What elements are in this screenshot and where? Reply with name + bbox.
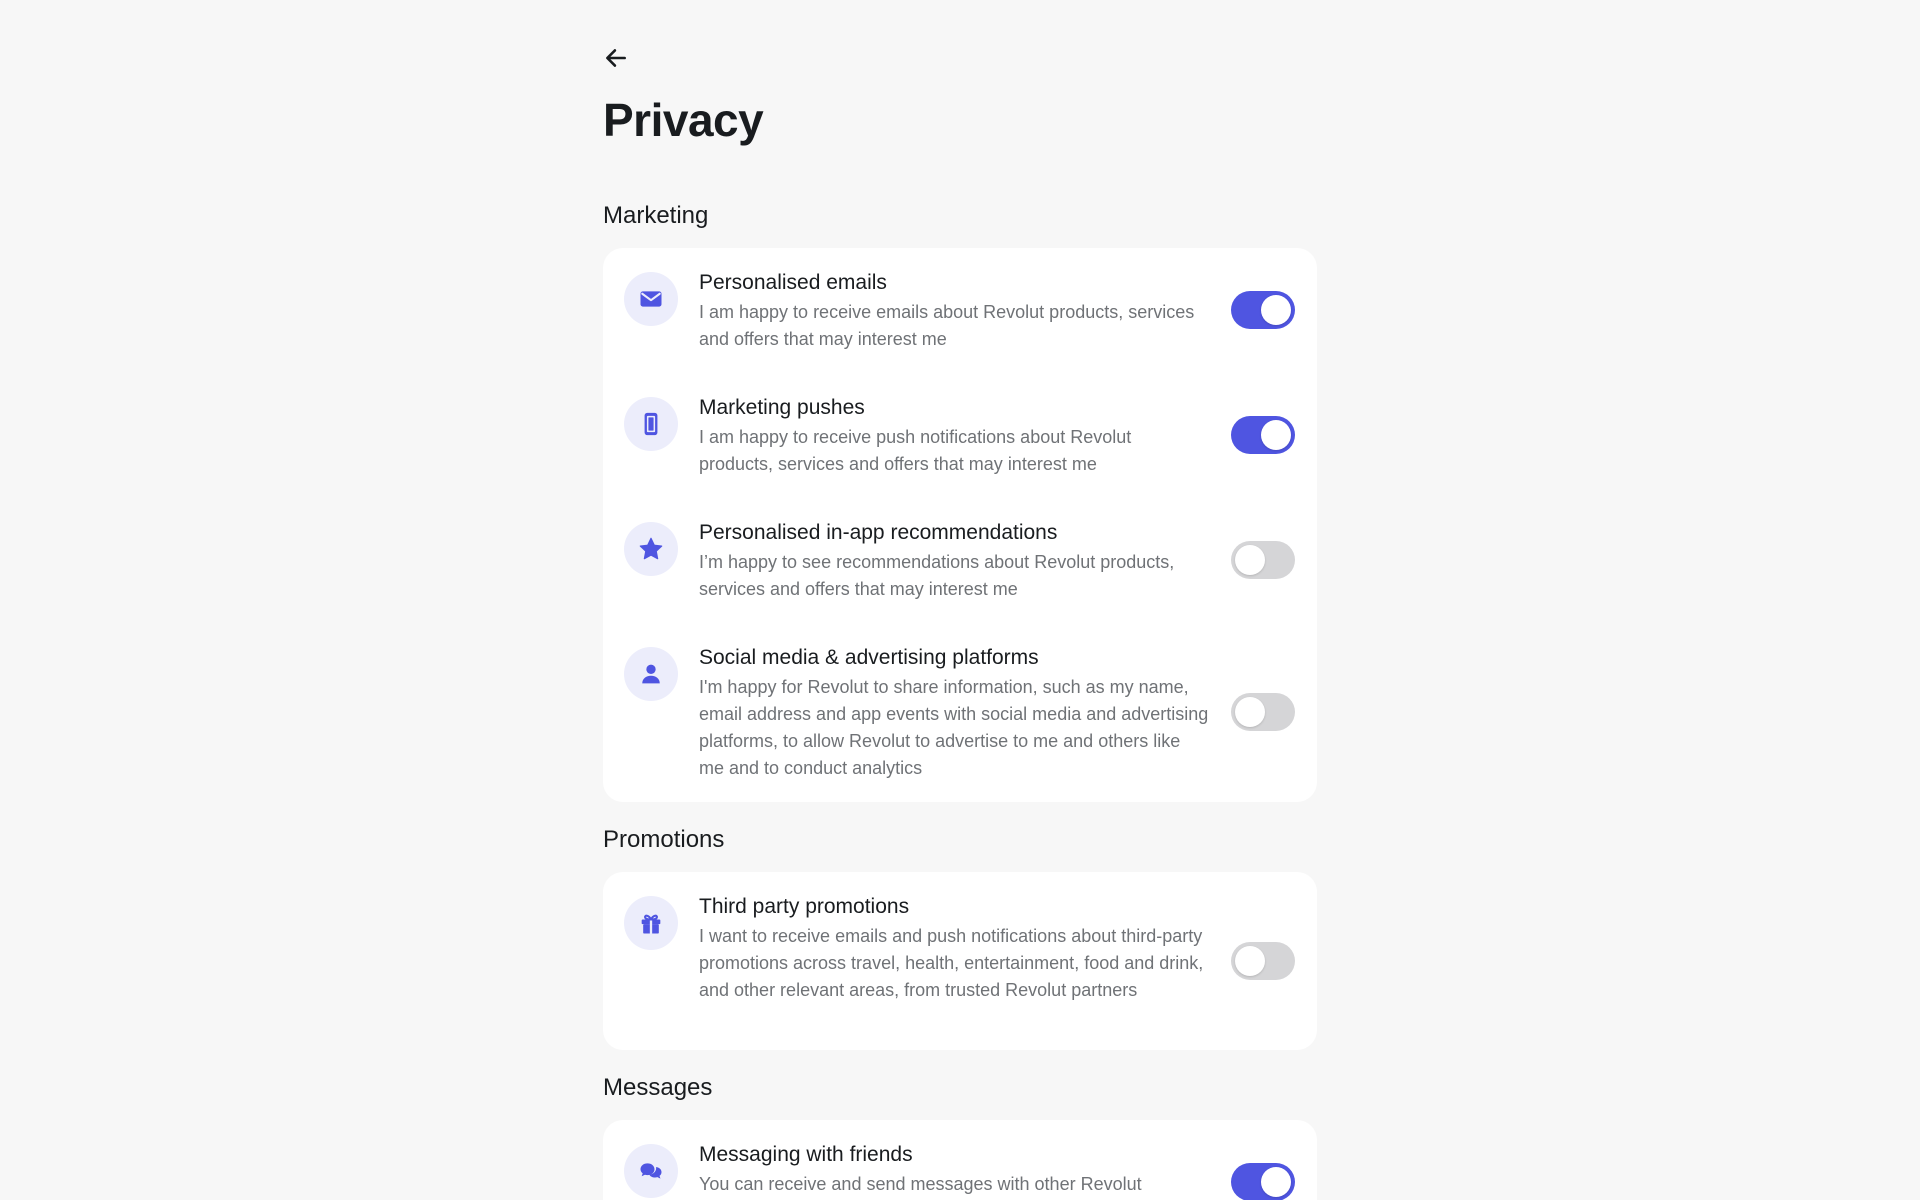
setting-description: I'm happy for Revolut to share information, such as my name, email address and app events with social media and advertising platforms, to allow Revolut to advertise to me and others like me and to conduct analytics — [699, 677, 1209, 778]
setting-text — [699, 894, 1209, 1004]
star-icon — [624, 522, 678, 576]
setting-row-personalised-emails — [603, 248, 1317, 373]
setting-title: Marketing pushes — [699, 396, 865, 419]
personalised-emails-toggle[interactable] — [1231, 291, 1295, 329]
section-title-messages: Messages — [603, 1074, 713, 1101]
setting-text — [699, 645, 1209, 782]
setting-description: I want to receive emails and push notifications about third-party promotions across travel, health, entertainment, food and drink, and other relevant areas, from trusted Revolut partners — [699, 926, 1204, 1000]
setting-description: I am happy to receive push notifications about Revolut products, services and offers that may interest me — [699, 427, 1132, 474]
setting-title: Personalised emails — [699, 271, 887, 294]
gift-icon — [624, 896, 678, 950]
mail-icon — [624, 272, 678, 326]
marketing-card — [603, 248, 1317, 802]
setting-row-third-party-promotions — [603, 872, 1317, 1050]
setting-row-marketing-pushes — [603, 373, 1317, 498]
setting-text — [699, 1142, 1209, 1198]
toggle-knob — [1261, 295, 1291, 325]
setting-text — [699, 270, 1209, 353]
toggle-knob — [1235, 697, 1265, 727]
setting-title: Messaging with friends — [699, 1143, 913, 1166]
messages-card — [603, 1120, 1317, 1200]
toggle-knob — [1261, 420, 1291, 450]
messaging-with-friends-toggle[interactable] — [1231, 1163, 1295, 1200]
page-title: Privacy — [603, 94, 764, 146]
section-title-marketing: Marketing — [603, 202, 709, 229]
in-app-recommendations-toggle[interactable] — [1231, 541, 1295, 579]
chat-bubbles-icon — [624, 1144, 678, 1198]
setting-description: You can receive and send messages with other Revolut — [699, 1174, 1142, 1194]
setting-title: Personalised in-app recommendations — [699, 521, 1058, 544]
person-icon — [624, 647, 678, 701]
setting-title: Social media & advertising platforms — [699, 646, 1039, 669]
setting-row-messaging-with-friends — [603, 1120, 1317, 1200]
setting-description: I’m happy to see recommendations about Revolut products, services and offers that may interest me — [699, 552, 1175, 599]
arrow-left-icon — [603, 45, 629, 71]
promotions-card — [603, 872, 1317, 1050]
toggle-knob — [1261, 1167, 1291, 1197]
setting-description: I am happy to receive emails about Revolut products, services and offers that may interest me — [699, 302, 1195, 349]
toggle-knob — [1235, 946, 1265, 976]
toggle-knob — [1235, 545, 1265, 575]
smartphone-icon — [624, 397, 678, 451]
third-party-promotions-toggle[interactable] — [1231, 942, 1295, 980]
setting-title: Third party promotions — [699, 895, 910, 918]
section-title-promotions: Promotions — [603, 826, 725, 853]
back-button[interactable] — [603, 40, 639, 76]
setting-text — [699, 395, 1209, 478]
setting-row-in-app-recommendations — [603, 498, 1317, 623]
setting-row-social-media-advertising — [603, 623, 1317, 802]
setting-text — [699, 520, 1209, 603]
social-media-advertising-toggle[interactable] — [1231, 693, 1295, 731]
marketing-pushes-toggle[interactable] — [1231, 416, 1295, 454]
